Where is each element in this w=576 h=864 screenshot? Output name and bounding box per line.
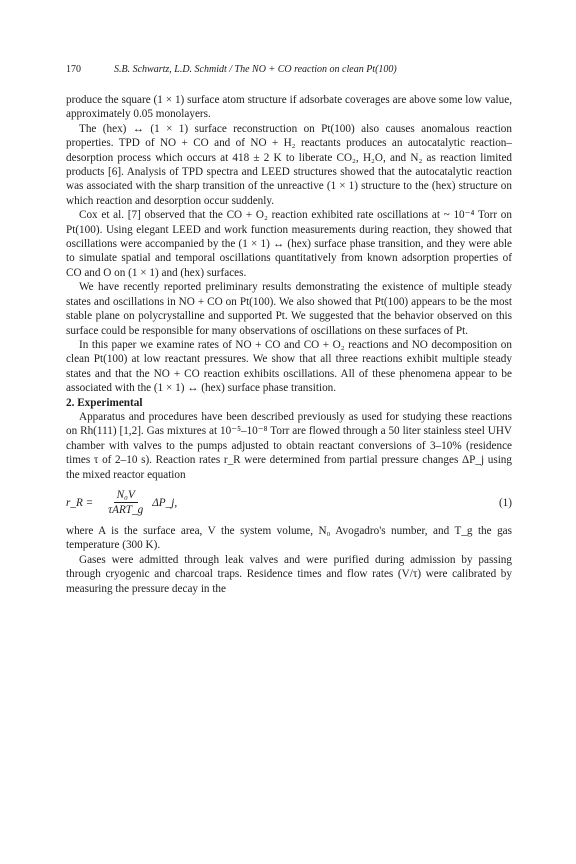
running-title: S.B. Schwartz, L.D. Schmidt / The NO + CO reaction on clean Pt(100): [114, 64, 397, 75]
article-body: [66, 93, 512, 596]
equation-rhs: ΔP_j,: [152, 496, 178, 509]
paragraph: In this paper we examine rates of NO + CO and CO + O₂ reactions and NO decomposition on clean Pt(100) at low reactant pressures. We show that all three reactions exhibit multiple steady states and that the NO + CO reaction exhibits oscillations. All of these phenomena appear to be associated with the (1 × 1) ↔ (hex) surface phase transition.: [66, 338, 512, 395]
equation: [66, 486, 512, 520]
equation-numerator: N₀V: [114, 488, 138, 503]
section-heading: 2. Experimental: [66, 396, 143, 409]
equation-lhs: r_R =: [66, 496, 94, 509]
paragraph: Cox et al. [7] observed that the CO + O₂ reaction exhibited rate oscillations at ~ 10⁻⁴ Torr on Pt(100). Using elegant LEED and work function measurements during reaction, they showed that oscillations were accompanied by the (1 × 1) ↔ (hex) surface phase transition, and they were able to simulate spatial and temporal oscillations quantitatively from known adsorption properties of CO and O on (1 × 1) and (hex) surfaces.: [66, 209, 512, 279]
paragraph: Apparatus and procedures have been described previously as used for studying these reactions on Rh(111) [1,2]. Gas mixtures at 10⁻⁵–10⁻⁸ Torr are flowed through a 50 liter stainless steel UHV chamber with valves to the pumps adjusted to obtain reactant conversions of 3–10% (residence times τ of 2–10 s). Reaction rates r_R were determined from partial pressure changes ΔP_j using the mixed reactor equation: [66, 410, 512, 481]
equation-denominator: τART_g: [108, 504, 144, 517]
paragraph: Gases were admitted through leak valves and were purified during admission by passing through cryogenic and charcoal traps. Residence times and flow rates (V/τ) were calibrated by measuring the pressure decay in the: [66, 553, 512, 595]
page-number: 170: [66, 64, 81, 75]
equation-fraction: [105, 488, 146, 517]
paragraph: We have recently reported preliminary results demonstrating the existence of multiple steady states and oscillations in NO + CO on Pt(100). We also showed that Pt(100) appears to be the most stable plane on polycrystalline and supported Pt. We suggested that the behavior observed on this surface could be responsible for many observations of oscillations on these surfaces of Pt.: [66, 281, 512, 337]
paragraph: where A is the surface area, V the system volume, N₀ Avogadro's number, and T_g the gas temperature (300 K).: [66, 524, 512, 552]
paragraph: produce the square (1 × 1) surface atom structure if adsorbate coverages are above some low value, approximately 0.05 monolayers.: [66, 94, 512, 121]
equation-number: (1): [498, 496, 512, 509]
paragraph: The (hex) ↔ (1 × 1) surface reconstruction on Pt(100) also causes anomalous reaction properties. TPD of NO + CO and of NO + H₂ reactants produces an autocatalytic reaction–desorption process which occurs at 418 ± 2 K to liberate CO₂, H₂O, and N₂ as reaction limited products [6]. Analysis of TPD spectra and LEED structures showed that the autocatalytic reaction was associated with the sharp transition of the unreactive (1 × 1) structure to the (hex) structure on which reaction and desorption occur suddenly.: [66, 122, 512, 207]
